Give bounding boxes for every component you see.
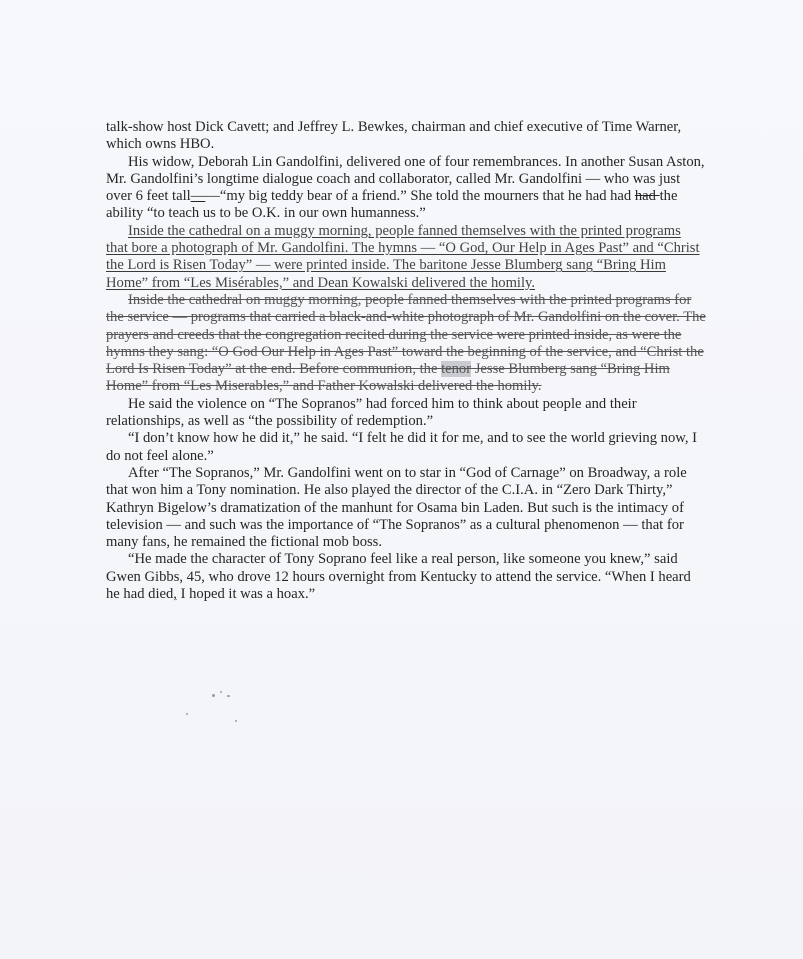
scan-speck <box>220 691 222 693</box>
highlighted-word: tenor <box>441 361 472 378</box>
paragraph-segment: I hoped it was a hoax.” <box>176 586 316 603</box>
tracked-insertion-dash: — <box>190 188 206 205</box>
paragraph-after-sopranos: After “The Sopranos,” Mr. Gandolfini went on to star in “God of Carnage” on Broadway, a role that won him a Tony nomination. He also played the director of the C.I.A. in “Zero Dark Thirty,” Kathryn Bigelow’s dramatization of the manhunt for Osama bin Laden. But such is the intimacy of television — and such was the importance of “The Sopranos” as a cultural phenomenon — that for many fans, he remained the fictional mob boss. <box>106 464 687 551</box>
tracked-deletion-paragraph <box>106 292 706 396</box>
paragraph-segment: Jesse Blumberg sang “Bring Him Home” from “Les Miserables,” and Father Kowalski delivered the homily. <box>106 361 670 395</box>
paragraph-continuation: talk-show host Dick Cavett; and Jeffrey L. Bewkes, chairman and chief executive of Time Warner, which owns HBO. <box>106 119 682 153</box>
paragraph-segment: “He made the character of Tony Soprano feel like a real person, like someone you knew,” said Gwen Gibbs, 45, who drove 12 hours overnight from Kentucky to attend the service. “When I heard he had died <box>106 551 691 603</box>
scan-speck <box>227 695 230 697</box>
tracked-insertion-paragraph: Inside the cathedral on a muggy morning, people fanned themselves with the printed programs that bore a photograph of Mr. Gandolfini. The hymns — “O God, Our Help in Ages Past” and “Christ the Lord is Risen Today” — were printed inside. The baritone Jesse Blumberg sang “Bring Him Home” from “Les Misérables,” and Dean Kowalski delivered the homily. <box>106 222 700 291</box>
scan-speck <box>235 720 237 722</box>
paragraph-quote-alone: “I don’t know how he did it,” he said. “I felt he did it for me, and to see the world grieving now, I do not feel alone.” <box>106 430 698 464</box>
paragraph-segment: the ability “to teach us to be O.K. in our own humanness.” <box>106 188 678 222</box>
paragraph-violence: He said the violence on “The Sopranos” had forced him to think about people and their relationships, as well as “the possibility of redemption.” <box>106 395 637 430</box>
document-body <box>106 119 706 603</box>
paragraph-segment: Inside the cathedral on muggy morning, people fanned themselves with the printed programs for the service — programs that carried a black-and-white photograph of Mr. Gandolfini on the cover. The prayers and creeds that the congregation recited during the service were printed inside, as were the hymns they sang: “O God Our Help in Ages Past” toward the beginning of the service, and “Christ the Lord Is Risen Today” at the end. Before communion, the <box>106 291 706 378</box>
scan-speck <box>212 694 215 697</box>
paragraph-segment: —“my big teddy bear of a friend.” She told the mourners that he had had <box>205 188 635 205</box>
paragraph-widow-remembrance <box>106 154 706 223</box>
tracked-insertion-comma: , <box>173 586 177 603</box>
paragraph-segment: His widow, Deborah Lin Gandolfini, delivered one of four remembrances. In another Susan Aston, Mr. Gandolfini’s longtime dialogue coach and collaborator, called Mr. Gandolfini — who was just over 6 feet tall <box>106 153 705 205</box>
tracked-deletion-word: had <box>634 188 660 205</box>
scan-speck <box>186 713 188 715</box>
paragraph-gwen-gibbs <box>106 551 706 603</box>
